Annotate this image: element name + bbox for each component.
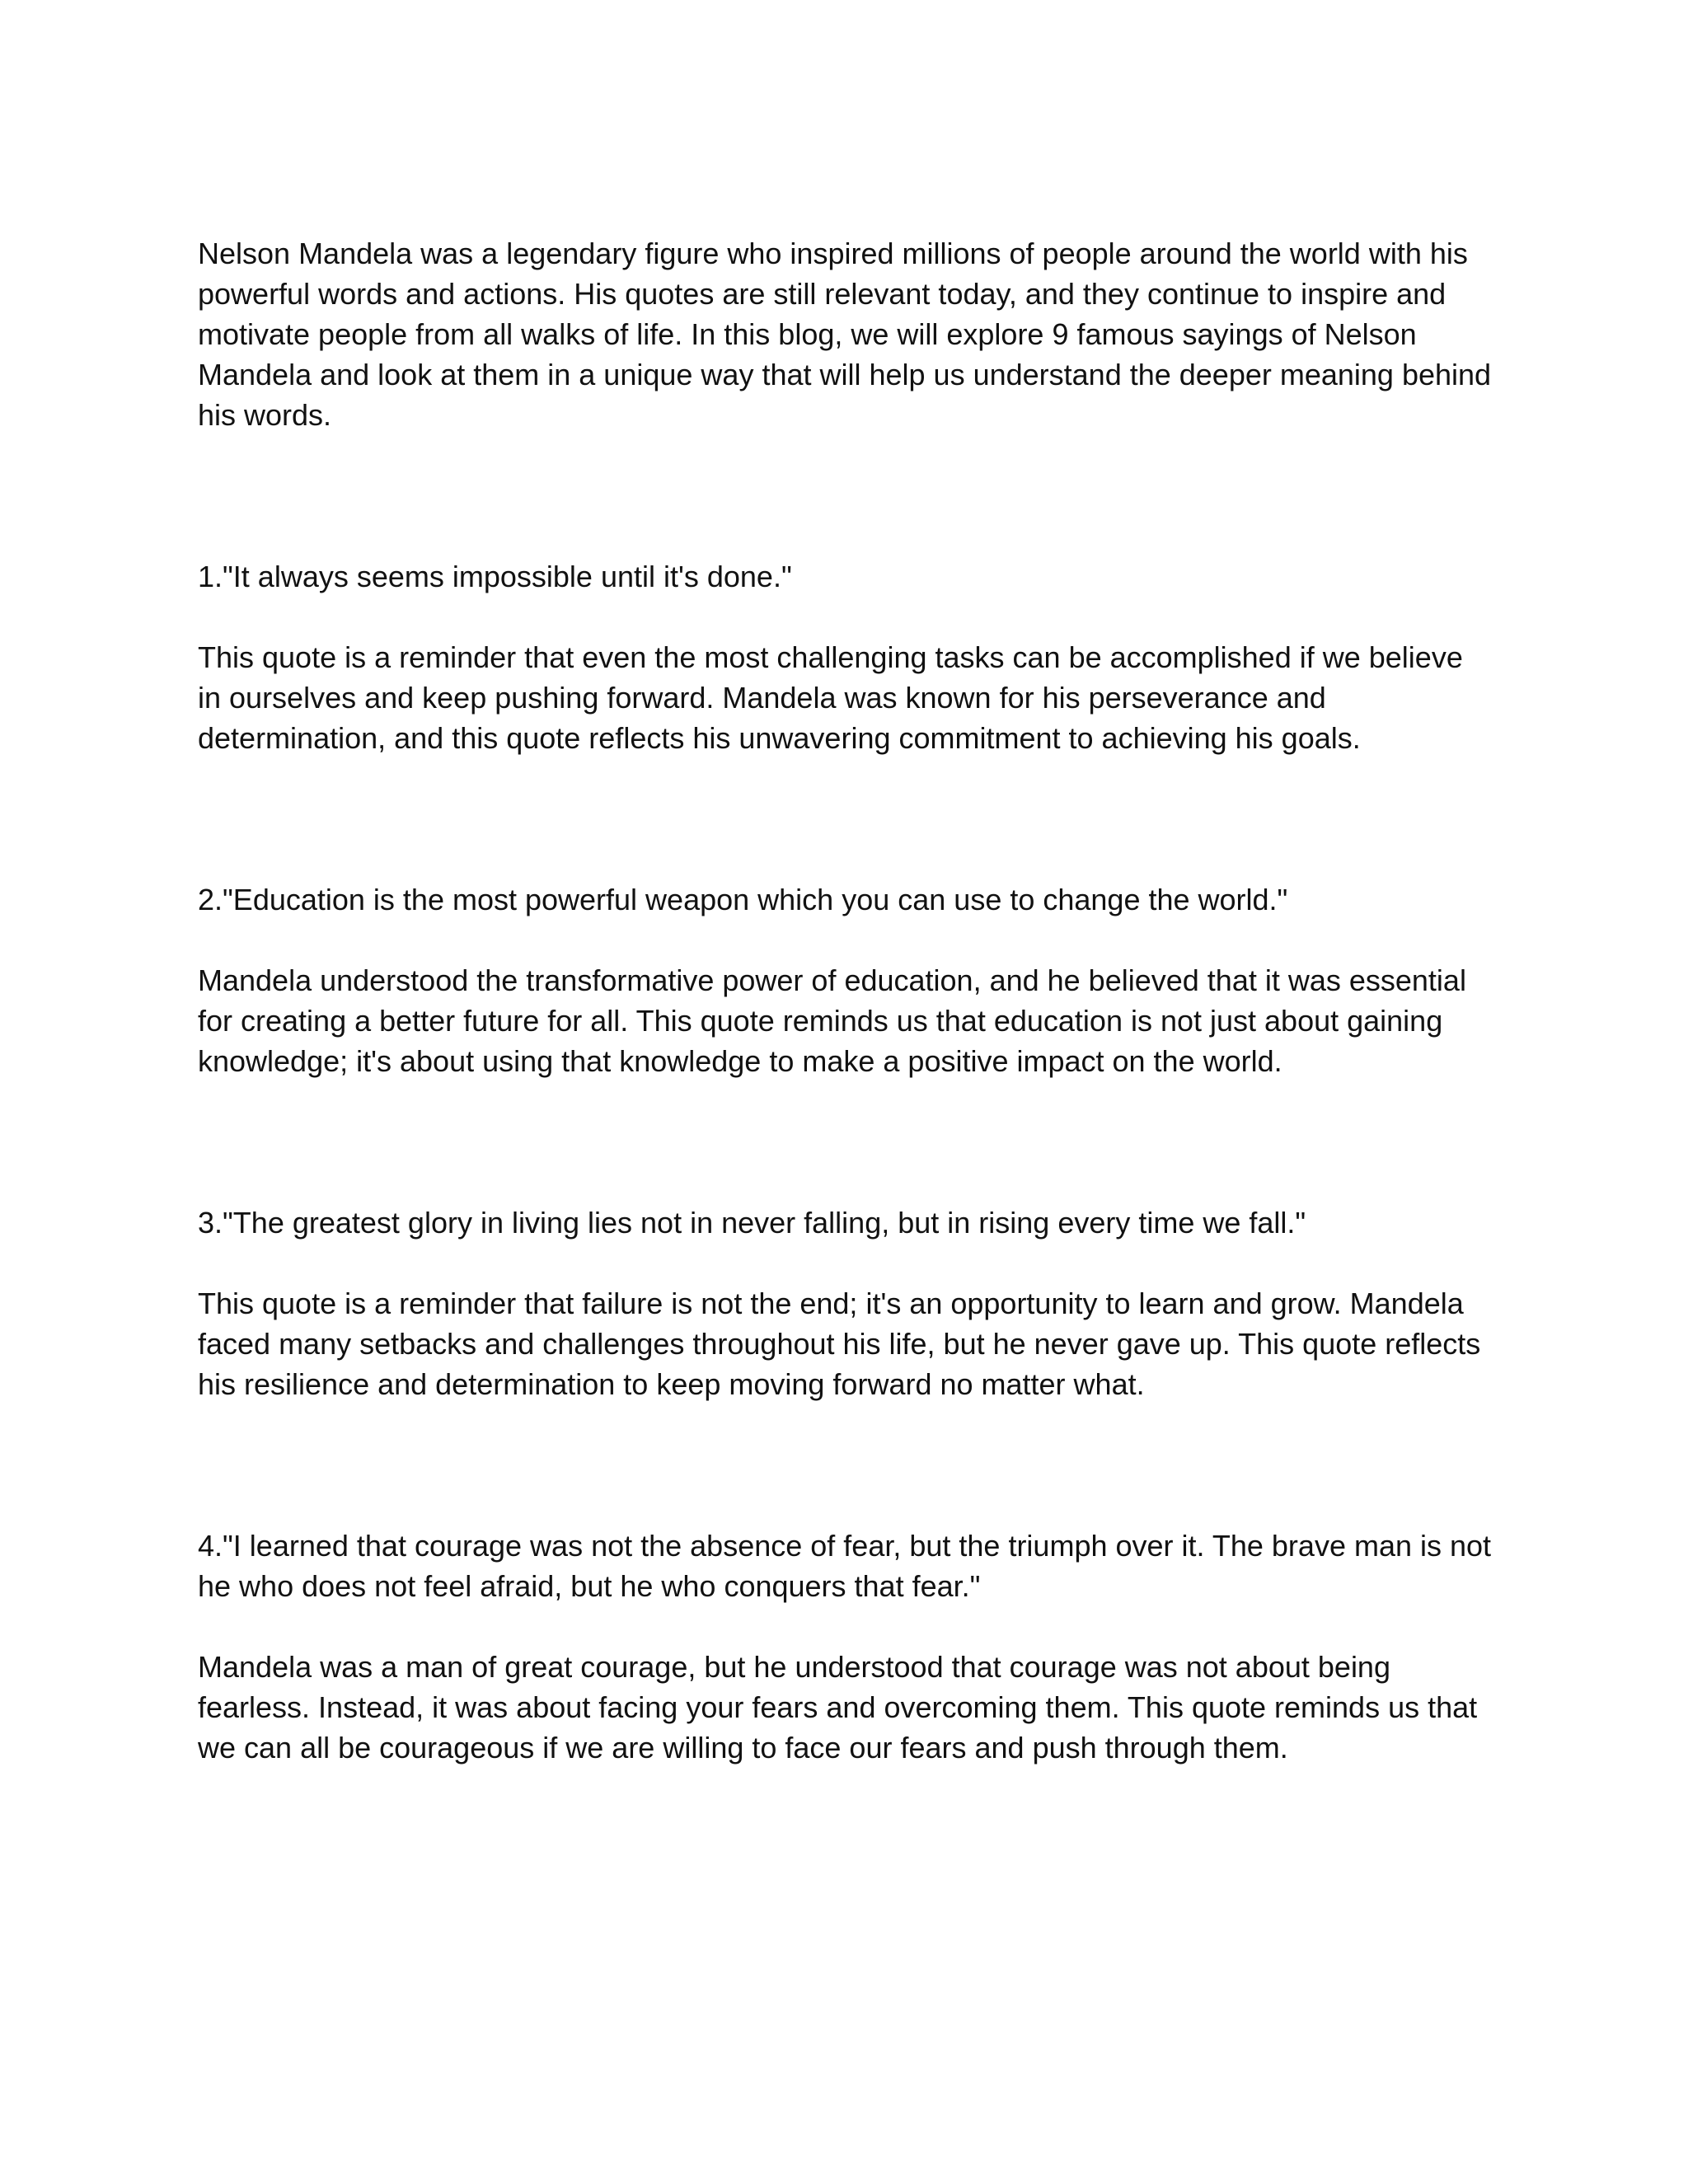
section-spacer — [198, 758, 1492, 879]
paragraph-spacer — [198, 1606, 1492, 1647]
explanation-1: This quote is a reminder that even the most challenging tasks can be accomplished if we believe in ourselves and keep pushing forward. Mandela was known for his perseverance and determination, and this quote reflects his unwavering commitment to achieving his goals. — [198, 640, 1463, 755]
intro-paragraph: Nelson Mandela was a legendary figure who inspired millions of people around the world with his powerful words and actions. His quotes are still relevant today, and they continue to inspire and motivate people from all walks of life. In this blog, we will explore 9 famous sayings of Nelson Mandela and look at them in a unique way that will help us understand the deeper meaning behind his words. — [198, 237, 1492, 432]
paragraph-spacer — [198, 920, 1492, 960]
paragraph-spacer — [198, 597, 1492, 637]
quote-1: 1."It always seems impossible until it's done." — [198, 560, 792, 593]
document-body — [198, 233, 1492, 1768]
section-spacer — [198, 1081, 1492, 1202]
quote-4: 4."I learned that courage was not the absence of fear, but the triumph over it. The brave man is not he who does not feel afraid, but he who conquers that fear." — [198, 1529, 1492, 1603]
quote-3: 3."The greatest glory in living lies not in never falling, but in rising every time we fall." — [198, 1206, 1306, 1240]
paragraph-spacer — [198, 1243, 1492, 1283]
quote-2: 2."Education is the most powerful weapon which you can use to change the world." — [198, 883, 1288, 916]
explanation-3: This quote is a reminder that failure is not the end; it's an opportunity to learn and grow. Mandela faced many setbacks and challenges throughout his life, but he never gave up. This quote reflects his resilience and determination to keep moving forward no matter what. — [198, 1286, 1481, 1401]
explanation-2: Mandela understood the transformative power of education, and he believed that it was essential for creating a better future for all. This quote reminds us that education is not just about gaining knowledge; it's about using that knowledge to make a positive impact on the world. — [198, 963, 1466, 1078]
section-spacer — [198, 1404, 1492, 1526]
explanation-4: Mandela was a man of great courage, but he understood that courage was not about being fearless. Instead, it was about facing your fears and overcoming them. This quote reminds us that we can all be courageous if we are willing to face our fears and push through them. — [198, 1650, 1478, 1765]
section-spacer — [198, 435, 1492, 556]
